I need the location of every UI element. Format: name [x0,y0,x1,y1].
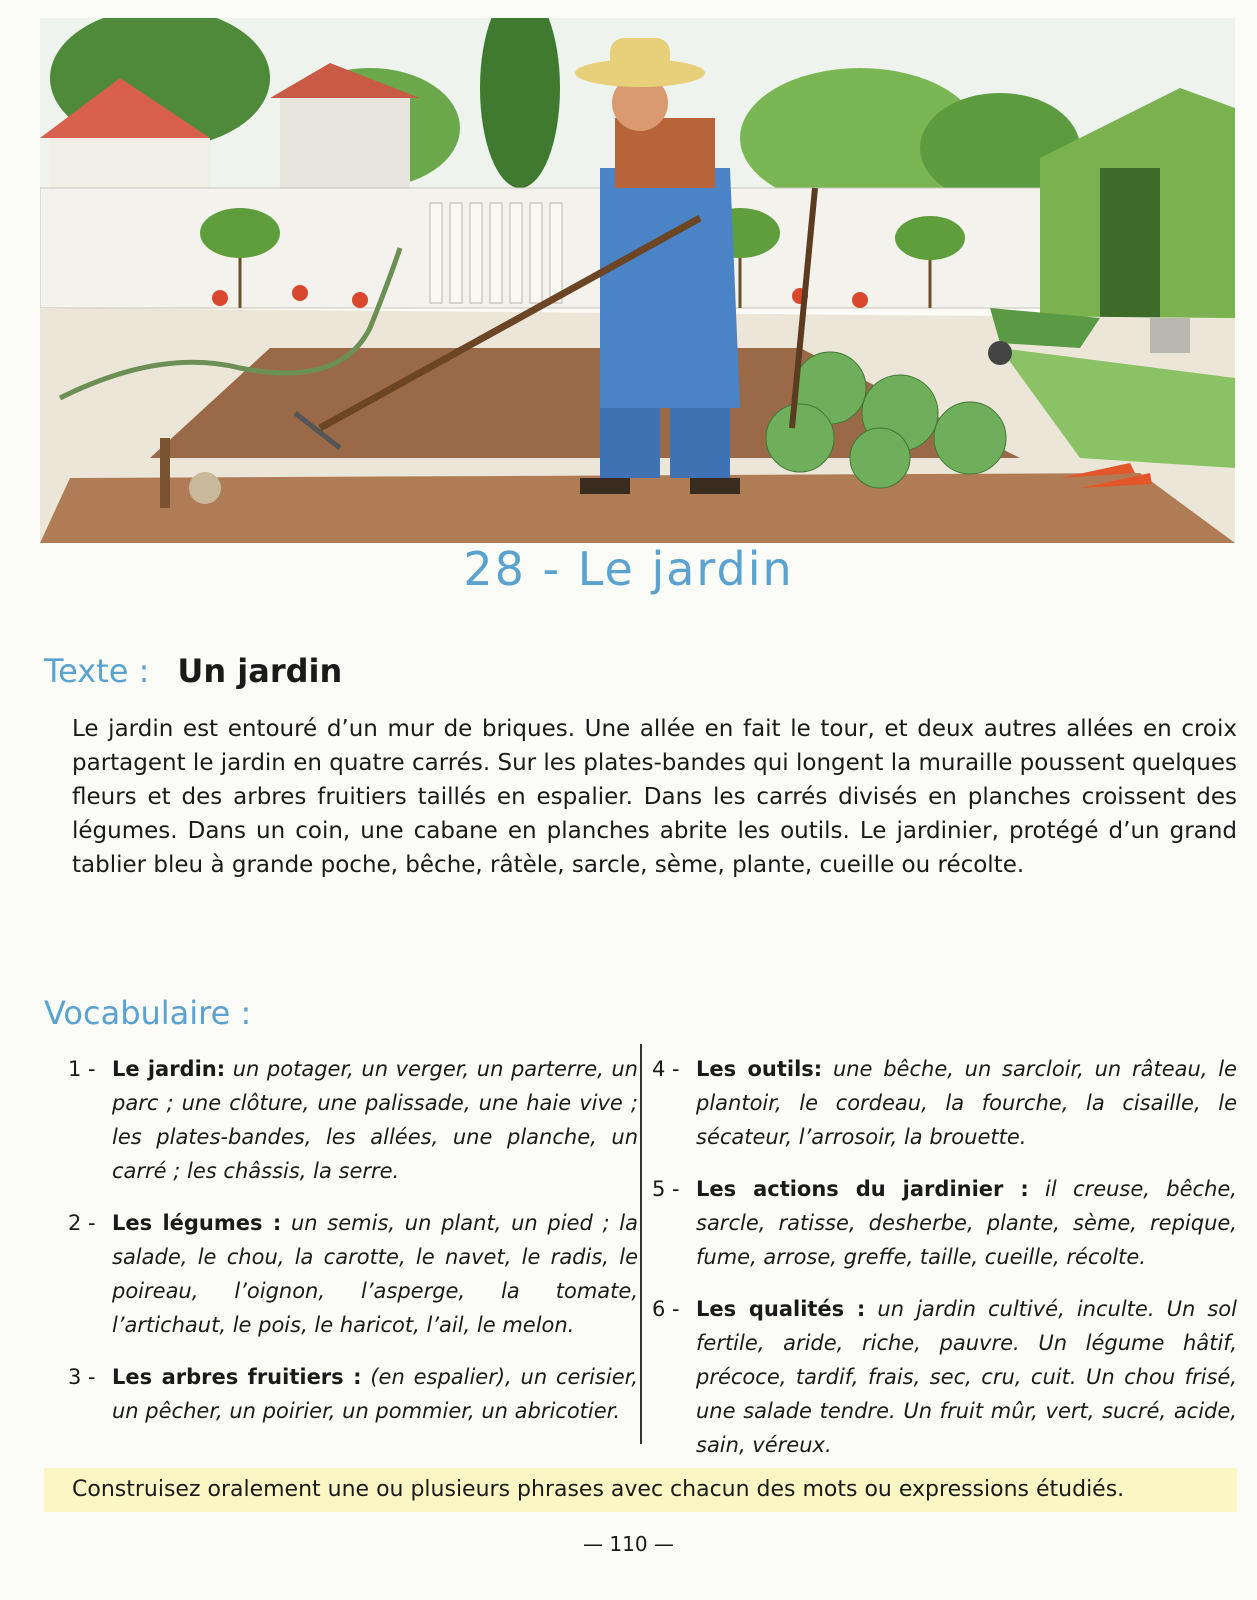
page-number: — 110 — [583,1532,674,1556]
vocab-heading: Le jardin: [112,1057,226,1081]
vocab-words: un potager, un verger, un parterre, un parc ; une clôture, une palissade, une haie vive ; les plates-bandes, les allées, une planche, un carré ; les châssis, la serre. [112,1057,638,1183]
vocab-number: 6 - [652,1297,680,1321]
vocab-heading: Les actions du jardinier : [696,1177,1029,1201]
text-body: Le jardin est entouré d’un mur de briques. Une allée en fait le tour, et deux autres allées en croix partagent le jardin en quatre carrés. Sur les plates-bandes qui longent la muraille poussent quelques fleurs et des arbres fruitiers taillés en espalier. Dans les carrés divisés en planches croissent des légumes. Dans un coin, une cabane en planches abrite les outils. Le jardinier, protégé d’un grand tablier bleu à grande poche, bêche, râtèle, sarcle, sème, plante, cueille ou récolte. [72,716,1237,878]
vocab-words: un semis, un plant, un pied ; la salade, le chou, la carotte, le navet, le radis, le poireau, l’oignon, l’asperge, la tomate, l’artichaut, le pois, le haricot, l’ail, le melon. [112,1211,638,1337]
vocab-heading: Les légumes : [112,1211,282,1235]
vocab-words: (en espalier), un cerisier, un pêcher, un poirier, un pommier, un abricotier. [112,1365,638,1423]
vocab-number: 4 - [652,1057,680,1081]
vocab-number: 3 - [68,1365,96,1389]
garden-illustration [40,18,1235,543]
vocab-words: une bêche, un sarcloir, un râteau, le plantoir, le cordeau, la fourche, la cisaille, le sécateur, l’arrosoir, la brouette. [696,1057,1237,1149]
vocab-item [652,1292,1237,1462]
text-section-label: Texte : [44,652,150,690]
vocab-item [68,1052,638,1188]
vocab-heading: Les outils: [696,1057,823,1081]
vocab-heading: Les qualités : [696,1297,866,1321]
column-divider [640,1044,642,1444]
vocabulary-heading: Vocabulaire : [44,994,252,1032]
gardener-illustration-svg [40,18,1235,543]
text-section-heading [44,652,342,690]
vocab-number: 5 - [652,1177,680,1201]
vocabulary-column-right [652,1052,1237,1480]
vocab-number: 2 - [68,1211,96,1235]
vocab-item [652,1172,1237,1274]
vocab-words: un jardin cultivé, inculte. Un sol fertile, aride, riche, pauvre. Un légume hâtif, précoce, tardif, frais, sec, cru, cuit. Un chou frisé, une salade tendre. Un fruit mûr, vert, sucré, acide, sain, véreux. [696,1297,1237,1457]
vocab-item [652,1052,1237,1154]
text-section-title: Un jardin [177,652,343,690]
exercise-instruction: Construisez oralement une ou plusieurs phrases avec chacun des mots ou expressions étudiés. [44,1468,1237,1512]
vocab-number: 1 - [68,1057,96,1081]
vocab-item [68,1360,638,1428]
vocab-item [68,1206,638,1342]
lesson-title: 28 - Le jardin [463,542,794,596]
vocab-heading: Les arbres fruitiers : [112,1365,362,1389]
vocab-words: il creuse, bêche, sarcle, ratisse, desherbe, plante, sème, repique, fume, arrose, greffe, taille, cueille, récolte. [696,1177,1237,1269]
vocabulary-column-left [68,1052,638,1446]
